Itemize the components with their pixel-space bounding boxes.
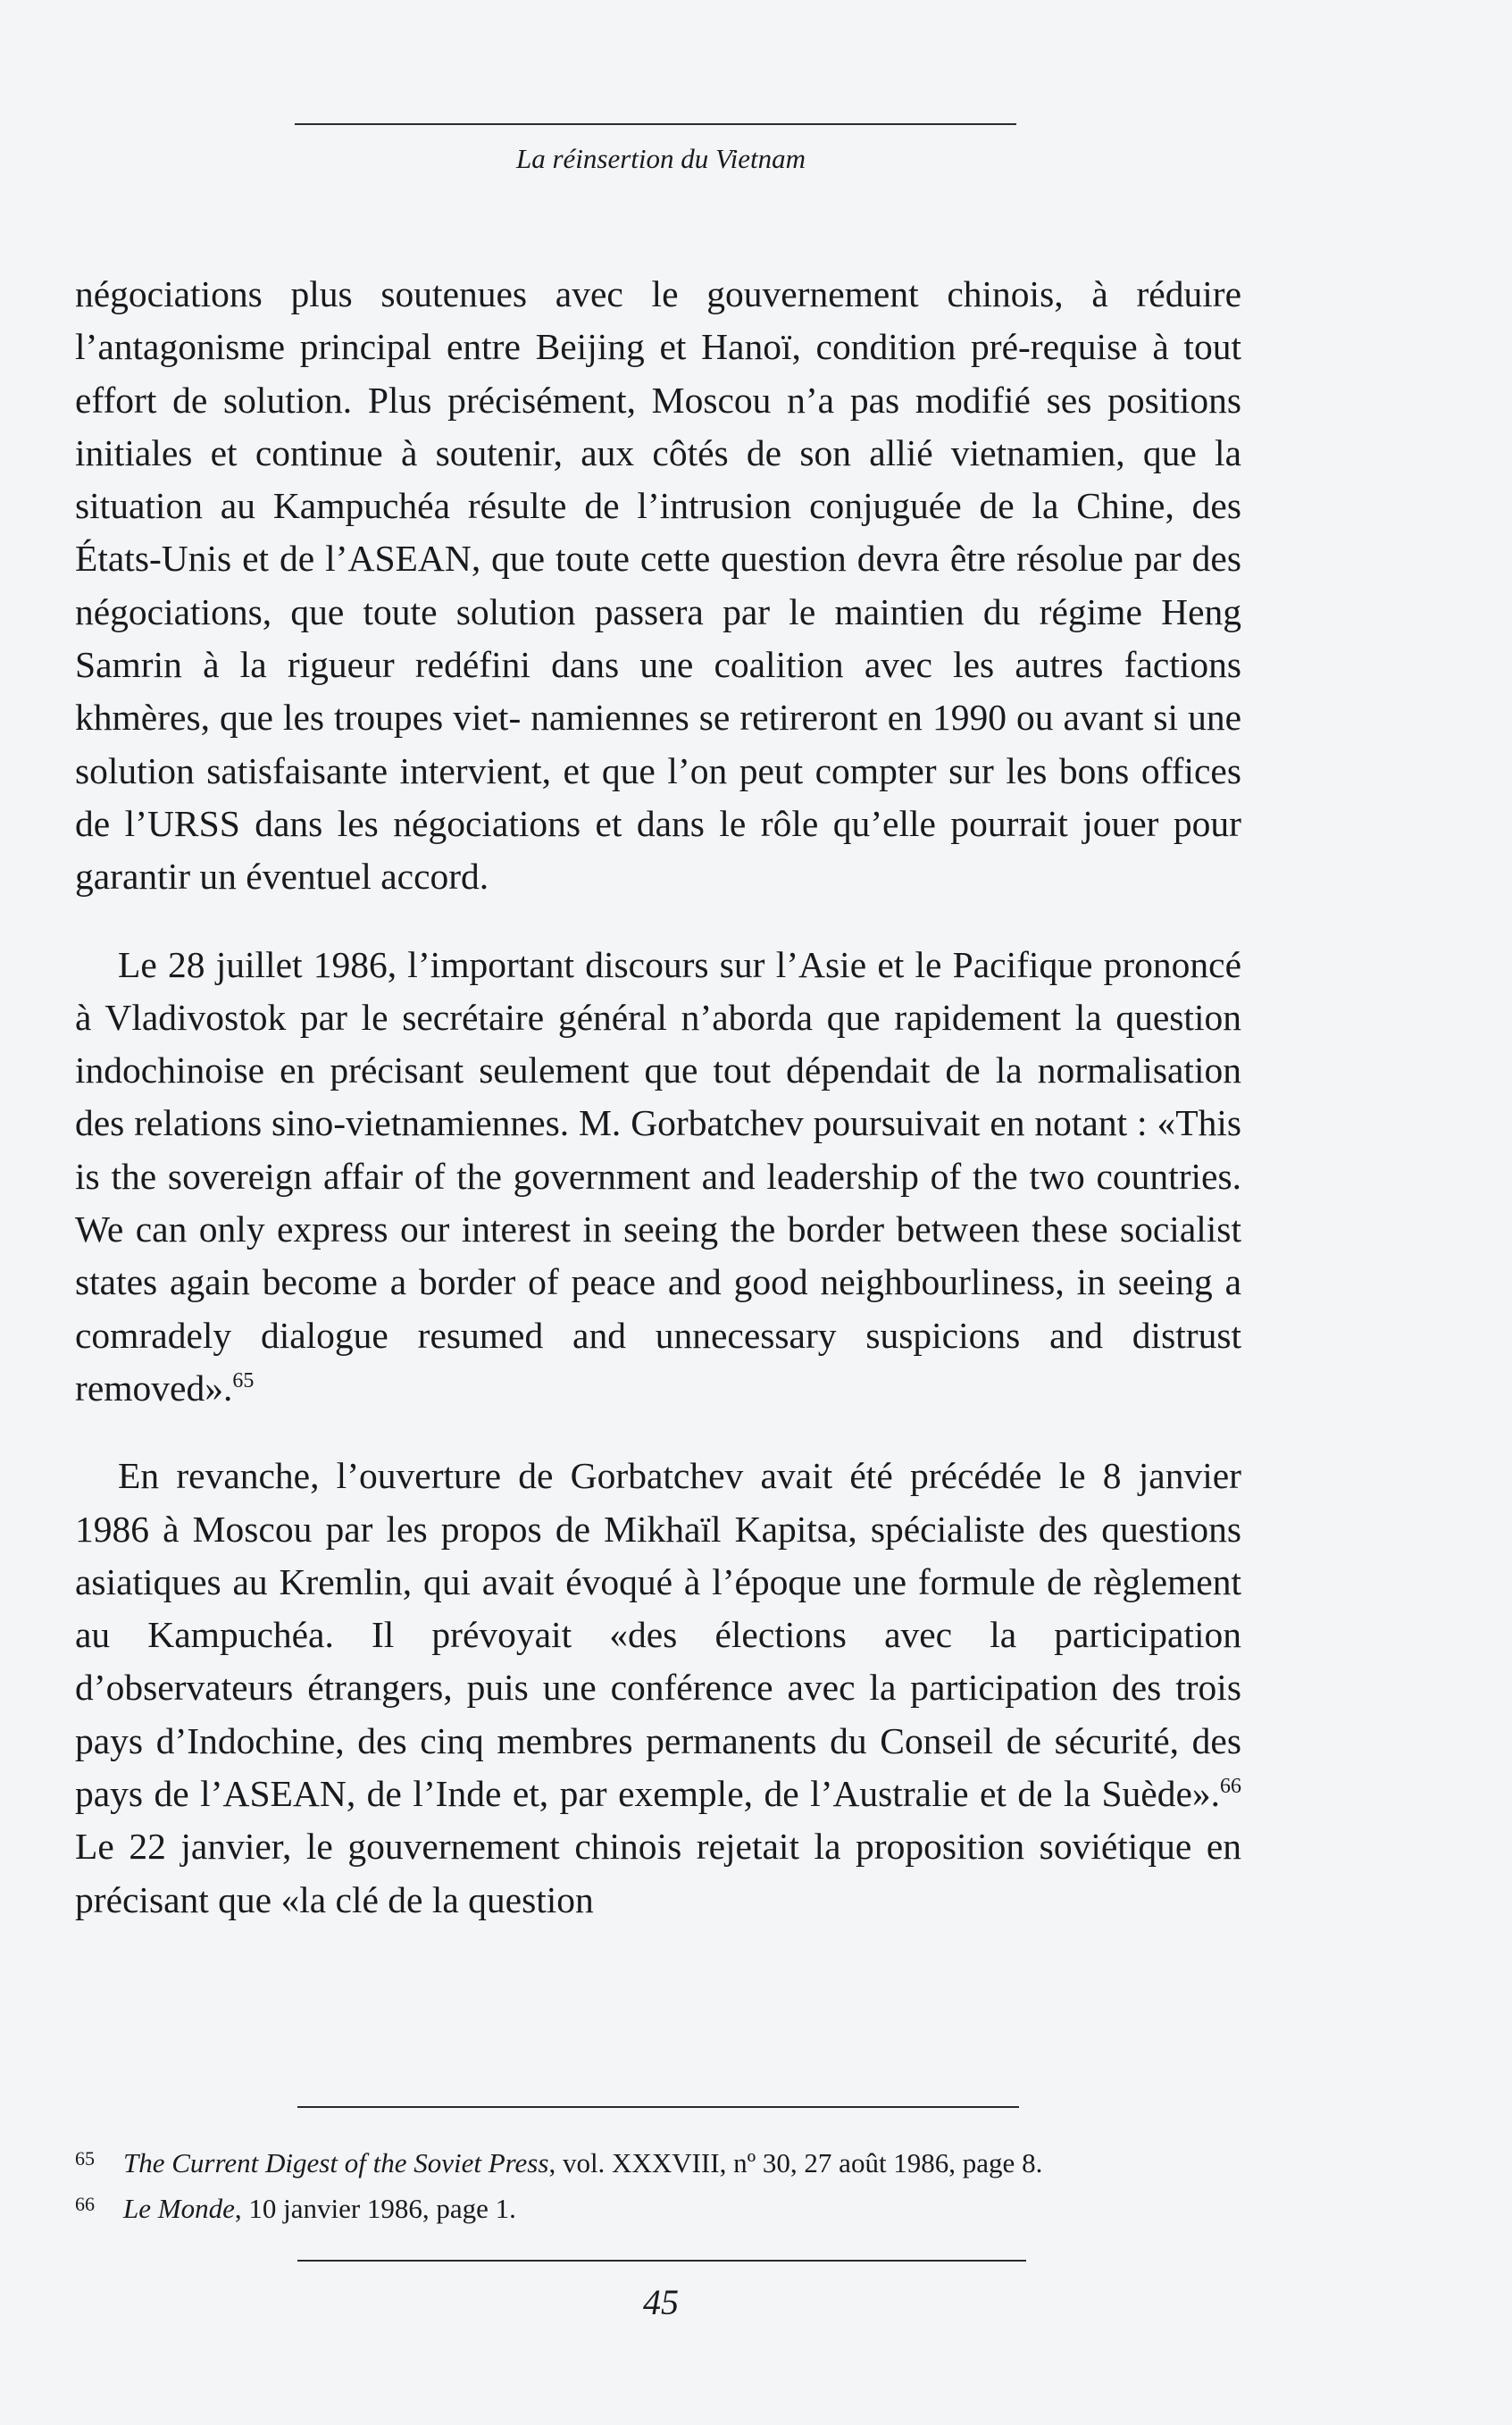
footnote-ref-66: 66 — [1220, 1775, 1241, 1799]
paragraph-3-text-before: En revanche, l’ouverture de Gorbatchev avait été précédée le 8 janvier 1986 à Moscou par les propos de Mikhaïl Kapitsa, spécialiste des questions asiatiques au Kremlin, qui avait évoqué à l’époque une formule de règlement au Kampuchéa. Il prévoyait «des élections avec la participation d’observateurs étrangers, puis une conférence avec la participation des trois pays d’Indochine, des cinq membres permanents du Conseil de sécurité, des pays de l’ASEAN, de l’Inde et, par exemple, de l’Australie et de la Suède». — [75, 1455, 1241, 1815]
footnote-rule — [297, 2106, 1019, 2108]
footnote-text — [123, 2187, 516, 2230]
footnote-66 — [75, 2187, 1254, 2233]
paragraph-3 — [75, 1450, 1241, 1927]
header-rule — [295, 123, 1016, 125]
paragraph-3-text-after: Le 22 janvier, le gouvernement chinois rejetait la proposition soviétique en précisant que «la clé de la question — [75, 1826, 1241, 1920]
page-number: 45 — [643, 2282, 679, 2322]
footnote-source-title: Le Monde — [123, 2193, 235, 2224]
running-head: La réinsertion du Vietnam — [515, 143, 806, 174]
paragraph-2 — [75, 939, 1241, 1416]
footnote-ref-65: 65 — [232, 1369, 255, 1393]
body-text — [75, 268, 1241, 1927]
footnote-source-details: , 10 janvier 1986, page 1. — [234, 2193, 516, 2224]
footer-rule — [297, 2260, 1026, 2262]
paragraph-1-text: négociations plus soutenues avec le gouvernement chinois, à réduire l’antagonisme principal entre Beijing et Hanoï, condition pré-requise à tout effort de solution. Plus précisément, Moscou n’a pas modifié ses positions initiales et continue à soutenir, aux côtés de son allié vietnamien, que la situation au Kampuchéa résulte de l’intrusion conjuguée de la Chine, des États-Unis et de l’ASEAN, que toute cette question devra être résolue par des négociations, que toute solution passera par le maintien du régime Heng Samrin à la rigueur redéfini dans une coalition avec les autres factions khmères, que les troupes viet- namiennes se retireront en 1990 ou avant si une solution satisfaisante intervient, et que l’on peut compter sur les bons offices de l’URSS dans les négociations et dans le rôle qu’elle pourrait jouer pour garantir un éventuel accord. — [75, 273, 1241, 898]
footnote-source-details: , vol. XXXVIII, nº 30, 27 août 1986, page 8. — [548, 2147, 1043, 2178]
footnote-text — [123, 2142, 1042, 2185]
footnote-number: 66 — [75, 2193, 95, 2215]
footnote-65 — [75, 2142, 1254, 2187]
footnote-number: 65 — [75, 2147, 95, 2170]
paragraph-2-text: Le 28 juillet 1986, l’important discours sur l’Asie et le Pacifique prononcé à Vladivostok par le secrétaire général n’aborda que rapidement la question indochinoise en précisant seulement que tout dépendait de la normalisation des relations sino-vietnamiennes. M. Gorbatchev poursuivait en notant : «This is the sovereign affair of the government and leadership of the two countries. We can only express our interest in seeing the border between these socialist states again become a border of peace and good neighbourliness, in seeing a comradely dialogue resumed and unnecessary suspicions and distrust removed». — [75, 943, 1241, 1409]
footnote-source-title: The Current Digest of the Soviet Press — [123, 2147, 549, 2178]
footnotes — [75, 2142, 1254, 2233]
paragraph-1 — [75, 268, 1241, 904]
